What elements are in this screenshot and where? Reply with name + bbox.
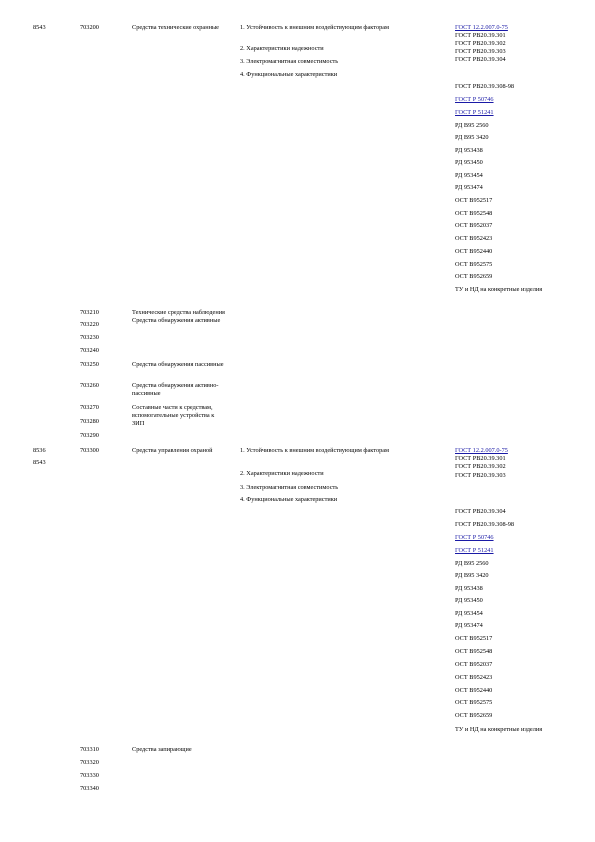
doc-item: РД 953454 [455, 172, 483, 179]
doc-item: ТУ и НД на конкретные изделия [455, 286, 543, 293]
doc-link[interactable]: ГОСТ Р 51241 [455, 547, 494, 554]
doc-item: ГОСТ РВ20.39.301 [455, 455, 506, 462]
doc-item: ГОСТ РВ20.39.302 [455, 40, 506, 47]
doc-item: ГОСТ РВ20.39.304 [455, 56, 506, 63]
sub-code: 703290 [80, 432, 99, 439]
doc-item: ОСТ В952037 [455, 222, 493, 229]
sub-code: 703330 [80, 772, 99, 779]
doc-item: ТУ и НД на конкретные изделия [455, 726, 543, 733]
okp-code: 8543 [33, 24, 46, 31]
doc-item: РД В95 2560 [455, 122, 489, 129]
doc-item: ГОСТ РВ20.39.303 [455, 472, 506, 479]
sub-code: 703220 [80, 321, 99, 328]
sub-code: 703320 [80, 759, 99, 766]
requirement-item: 3. Электромагнитная совместимость [240, 58, 339, 65]
doc-item: ОСТ В952423 [455, 674, 493, 681]
requirement-item: 2. Характеристики надежности [240, 45, 324, 52]
doc-item: ОСТ В952517 [455, 635, 493, 642]
requirement-item: 3. Электромагнитная совместимость [240, 484, 339, 491]
sub-name: Средства обнаружения пассивные [132, 361, 224, 368]
doc-item: ГОСТ РВ20.39.308-98 [455, 83, 515, 90]
okp-code: 8543 [33, 459, 46, 466]
doc-item: ОСТ В952575 [455, 699, 493, 706]
sub-code: 703260 [80, 382, 99, 389]
sub-code: 703340 [80, 785, 99, 792]
doc-item: РД 953450 [455, 597, 483, 604]
doc-item: ОСТ В952440 [455, 248, 493, 255]
requirement-item: 1. Устойчивость к внешним воздействующим факторам [240, 447, 390, 454]
doc-item: РД В95 2560 [455, 560, 489, 567]
requirement-item: 4. Функциональные характеристики [240, 496, 338, 503]
doc-item: РД 953454 [455, 610, 483, 617]
doc-item: ОСТ В952548 [455, 210, 493, 217]
doc-link[interactable]: ГОСТ 12.2.007.0-75 [455, 24, 508, 31]
requirement-item: 4. Функциональные характеристики [240, 71, 338, 78]
doc-item: ОСТ В952423 [455, 235, 493, 242]
doc-item: ОСТ В952659 [455, 273, 493, 280]
requirement-item: 2. Характеристики надежности [240, 470, 324, 477]
sub-code: 703270 [80, 404, 99, 411]
item-name: Средства управления охраной [132, 447, 213, 454]
doc-item: ГОСТ РВ20.39.304 [455, 508, 506, 515]
sub-code: 703240 [80, 347, 99, 354]
doc-item: ОСТ В952517 [455, 197, 493, 204]
item-name: Средства технические охранные [132, 24, 219, 31]
doc-item: ГОСТ РВ20.39.303 [455, 48, 506, 55]
doc-item: РД 953474 [455, 622, 483, 629]
doc-item: ГОСТ РВ20.39.301 [455, 32, 506, 39]
sub-code: 703310 [80, 746, 99, 753]
item-code: 703200 [80, 24, 99, 31]
sub-name: Технические средства наблюдения Средства обнаружения активные [132, 309, 225, 324]
doc-item: РД В95 3420 [455, 134, 489, 141]
doc-item: ОСТ В952440 [455, 687, 493, 694]
requirement-item: 1. Устойчивость к внешним воздействующим факторам [240, 24, 390, 31]
doc-item: ГОСТ РВ20.39.302 [455, 463, 506, 470]
item-code: 703300 [80, 447, 99, 454]
sub-code: 703250 [80, 361, 99, 368]
sub-name: Составные части к средствам, вспомогательные устройства к ЗИП [132, 404, 215, 427]
doc-link[interactable]: ГОСТ Р 51241 [455, 109, 494, 116]
doc-item: РД 953450 [455, 159, 483, 166]
okp-code: 8536 [33, 447, 46, 454]
doc-item: ОСТ В952575 [455, 261, 493, 268]
sub-name: Средства запирающие [132, 746, 192, 753]
doc-item: РД 953474 [455, 184, 483, 191]
sub-code: 703280 [80, 418, 99, 425]
doc-item: РД 953438 [455, 147, 483, 154]
doc-item: РД 953438 [455, 585, 483, 592]
sub-name: Средства обнаружения активно-пассивные [132, 382, 219, 397]
doc-link[interactable]: ГОСТ 12.2.007.0-75 [455, 447, 508, 454]
sub-code: 703230 [80, 334, 99, 341]
doc-item: ОСТ В952659 [455, 712, 493, 719]
doc-item: ОСТ В952548 [455, 648, 493, 655]
doc-item: ГОСТ РВ20.39.308-98 [455, 521, 515, 528]
sub-code: 703210 [80, 309, 99, 316]
doc-item: ОСТ В952037 [455, 661, 493, 668]
doc-item: РД В95 3420 [455, 572, 489, 579]
doc-link[interactable]: ГОСТ Р 50746 [455, 96, 494, 103]
doc-link[interactable]: ГОСТ Р 50746 [455, 534, 494, 541]
